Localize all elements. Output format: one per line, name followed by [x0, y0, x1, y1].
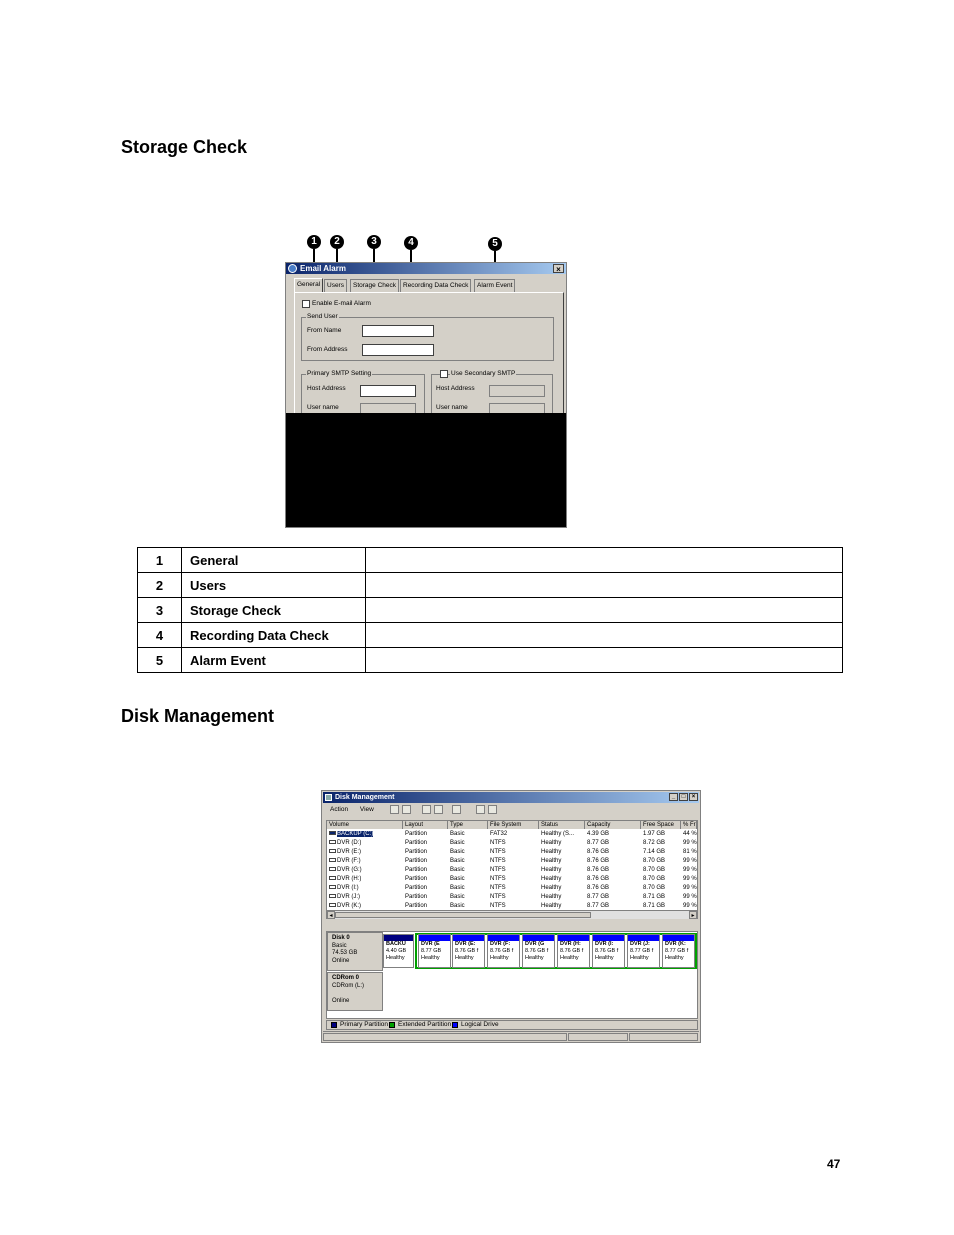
cdrom-0-label[interactable]: [327, 972, 383, 1011]
partition-name: DVR (E: [421, 941, 440, 947]
user-name-label: User name: [307, 404, 339, 411]
partition-status: Healthy: [595, 955, 614, 961]
cell-text: BACKUP (C:): [337, 831, 374, 837]
cell-text: Basic: [450, 894, 465, 900]
disk-management-titlebar: [323, 792, 699, 803]
partition-size: 8.76 GB f: [595, 948, 619, 954]
col-file-system[interactable]: File System: [488, 821, 539, 829]
cell-text: Partition: [405, 885, 428, 891]
partition-status: Healthy: [490, 955, 509, 961]
cell-text: 8.71 GB: [643, 903, 666, 909]
menu-view[interactable]: View: [359, 806, 374, 813]
cell-text: Basic: [450, 867, 465, 873]
host-address-label: Host Address: [307, 385, 346, 392]
partition-size: 8.76 GB f: [525, 948, 549, 954]
cell-text: DVR (F:): [337, 858, 361, 864]
from-address-input[interactable]: [362, 344, 434, 356]
cell-text: 1.97 GB: [643, 831, 666, 837]
partition-size: 8.77 GB f: [630, 948, 654, 954]
partition-status: Healthy: [421, 955, 440, 961]
cell-text: 8.76 GB: [587, 858, 610, 864]
cell-text: 99 %: [683, 894, 697, 900]
cell-text: Healthy: [541, 876, 562, 882]
partition-name: DVR (K:: [665, 941, 686, 947]
cell-text: 99 %: [683, 903, 697, 909]
cdrom-0-name: CDRom 0: [332, 975, 360, 981]
partition-status: Healthy: [386, 955, 405, 961]
row-number: 5: [138, 648, 182, 673]
partition-block[interactable]: [522, 934, 555, 968]
drive-icon: [329, 876, 336, 880]
row-number: 2: [138, 573, 182, 598]
partition-name: DVR (J:: [630, 941, 650, 947]
table-row: [138, 548, 843, 573]
email-alarm-title: Email Alarm: [300, 264, 346, 273]
table-row: [138, 598, 843, 623]
partition-size: 8.76 GB f: [560, 948, 584, 954]
cell-text: Basic: [450, 885, 465, 891]
help-icon[interactable]: [452, 805, 461, 814]
close-icon[interactable]: ×: [689, 793, 698, 801]
drive-icon: [329, 903, 336, 907]
partition-status: Healthy: [525, 955, 544, 961]
send-user-group-label: Send User: [307, 313, 338, 320]
partition-block[interactable]: [557, 934, 590, 968]
minimize-icon[interactable]: _: [669, 793, 678, 801]
cell-text: DVR (K:): [337, 903, 361, 909]
disk-management-screenshot: [321, 790, 701, 1043]
scroll-left-icon[interactable]: ◂: [327, 911, 335, 919]
table-row: [138, 648, 843, 673]
cell-text: FAT32: [490, 831, 508, 837]
cell-text: Partition: [405, 903, 428, 909]
marker-3-label: 3: [367, 235, 381, 249]
col-type[interactable]: Type: [448, 821, 488, 829]
cell-text: NTFS: [490, 867, 506, 873]
cell-text: Healthy: [541, 903, 562, 909]
from-address-label: From Address: [307, 346, 348, 353]
cell-text: 8.77 GB: [587, 840, 610, 846]
cell-text: DVR (J:): [337, 894, 360, 900]
cell-text: Healthy: [541, 885, 562, 891]
row-name: General: [182, 548, 366, 573]
disk-0-state: Online: [332, 957, 350, 964]
cell-text: NTFS: [490, 903, 506, 909]
legend-extended-swatch: [389, 1022, 395, 1028]
email-alarm-screenshot: [285, 262, 567, 528]
partition-size: 4.40 GB: [386, 948, 407, 954]
legend-primary-label: Primary Partition: [340, 1021, 389, 1028]
row-description: [366, 623, 843, 648]
cell-text: Healthy: [541, 840, 562, 846]
status-segment: [323, 1033, 567, 1041]
cell-text: DVR (D:): [337, 840, 362, 846]
cell-text: DVR (H:): [337, 876, 362, 882]
cell-text: Basic: [450, 831, 465, 837]
col-capacity[interactable]: Capacity: [585, 821, 641, 829]
col-status[interactable]: Status: [539, 821, 585, 829]
drive-icon: [329, 894, 336, 898]
cell-text: Healthy: [541, 867, 562, 873]
partition-size: 8.76 GB f: [490, 948, 514, 954]
table-row: [138, 623, 843, 648]
volume-list: [326, 820, 698, 919]
partition-size: 8.77 GB: [421, 948, 442, 954]
legend-extended-label: Extended Partition: [398, 1021, 452, 1028]
cell-text: Healthy (S...: [541, 831, 575, 837]
from-name-input[interactable]: [362, 325, 434, 337]
disk-0-size: 74.53 GB: [332, 950, 358, 956]
disk-management-window-title: Disk Management: [335, 794, 395, 801]
cell-text: 99 %: [683, 867, 697, 873]
partition-status: Healthy: [455, 955, 474, 961]
partition-block[interactable]: [662, 934, 695, 968]
drive-icon: [329, 867, 336, 871]
status-bar: [323, 1031, 699, 1042]
cell-text: Partition: [405, 876, 428, 882]
cell-text: DVR (G:): [337, 867, 362, 873]
drive-icon: [329, 885, 336, 889]
cell-text: 8.76 GB: [587, 885, 610, 891]
page-number: 47: [827, 1157, 841, 1171]
enable-email-alarm-label: Enable E-mail Alarm: [312, 300, 371, 307]
cell-text: 8.71 GB: [643, 894, 666, 900]
drive-icon: [329, 831, 336, 835]
menu-bar: [330, 806, 384, 813]
refresh-icon[interactable]: [476, 805, 485, 814]
from-name-label: From Name: [307, 327, 342, 334]
row-name: Users: [182, 573, 366, 598]
table-row: [138, 573, 843, 598]
cell-text: NTFS: [490, 894, 506, 900]
tab-alarm-event[interactable]: Alarm Event: [474, 279, 515, 292]
scroll-right-icon[interactable]: ▸: [689, 911, 697, 919]
partition-name: DVR (E:: [455, 941, 476, 947]
partition-block[interactable]: [452, 934, 485, 968]
partition-name: DVR (G: [525, 941, 545, 947]
email-alarm-titlebar: [286, 263, 566, 274]
legend-logical-label: Logical Drive: [461, 1021, 499, 1028]
maximize-icon[interactable]: □: [679, 793, 688, 801]
cell-text: NTFS: [490, 885, 506, 891]
forward-icon[interactable]: [402, 805, 411, 814]
secondary-host-address-input[interactable]: [489, 385, 545, 397]
tab-general[interactable]: General: [294, 278, 323, 292]
partition-block[interactable]: [418, 934, 451, 968]
disk-0-name: Disk 0: [332, 935, 350, 941]
cell-text: Basic: [450, 840, 465, 846]
cell-text: 99 %: [683, 840, 697, 846]
drive-icon: [329, 849, 336, 853]
cell-text: Partition: [405, 849, 428, 855]
partition-name: DVR (H:: [560, 941, 581, 947]
cell-text: NTFS: [490, 849, 506, 855]
marker-2-label: 2: [330, 235, 344, 249]
disk-0-label[interactable]: [327, 932, 383, 971]
cell-text: 8.70 GB: [643, 876, 666, 882]
legend-primary-swatch: [331, 1022, 337, 1028]
cell-text: Partition: [405, 894, 428, 900]
row-description: [366, 573, 843, 598]
row-name: Alarm Event: [182, 648, 366, 673]
tab-description-table: [137, 547, 843, 673]
cell-text: 99 %: [683, 858, 697, 864]
partition-status: Healthy: [665, 955, 684, 961]
cell-text: 99 %: [683, 885, 697, 891]
app-icon: [288, 264, 297, 273]
settings-icon[interactable]: [488, 805, 497, 814]
cell-text: Partition: [405, 858, 428, 864]
cell-text: 4.39 GB: [587, 831, 610, 837]
host-address-input[interactable]: [360, 385, 416, 397]
storage-check-heading: Storage Check: [121, 137, 248, 157]
row-description: [366, 548, 843, 573]
cell-text: 8.76 GB: [587, 849, 610, 855]
legend-logical-swatch: [452, 1022, 458, 1028]
cdrom-0-drive: CDRom (L:): [332, 982, 365, 989]
cell-text: NTFS: [490, 840, 506, 846]
screenshot-black-area: [286, 413, 567, 528]
cell-text: NTFS: [490, 876, 506, 882]
row-name: Recording Data Check: [182, 623, 366, 648]
partition-legend: [326, 1020, 698, 1030]
back-icon[interactable]: [390, 805, 399, 814]
cell-text: 8.76 GB: [587, 867, 610, 873]
cell-text: 8.70 GB: [643, 867, 666, 873]
cell-text: Partition: [405, 831, 428, 837]
col-layout[interactable]: Layout: [403, 821, 448, 829]
partition-size: 8.77 GB f: [665, 948, 689, 954]
partition-name: DVR (I:: [595, 941, 614, 947]
partition-status: Healthy: [630, 955, 649, 961]
use-secondary-smtp-label: Use Secondary SMTP: [451, 370, 516, 377]
cell-text: Healthy: [541, 858, 562, 864]
cell-text: 99 %: [683, 876, 697, 882]
cell-text: Partition: [405, 840, 428, 846]
marker-1-label: 1: [307, 235, 321, 249]
cell-text: 81 %: [683, 849, 697, 855]
row-name: Storage Check: [182, 598, 366, 623]
cell-text: Healthy: [541, 894, 562, 900]
cell-text: Healthy: [541, 849, 562, 855]
menu-action[interactable]: Action: [330, 806, 349, 813]
cell-text: 8.72 GB: [643, 840, 666, 846]
volume-list-header: [327, 821, 697, 829]
tab-recording-data-check[interactable]: Recording Data Check: [400, 279, 471, 292]
cell-text: 8.77 GB: [587, 894, 610, 900]
cell-text: 8.77 GB: [587, 903, 610, 909]
cell-text: 8.76 GB: [587, 876, 610, 882]
secondary-host-address-label: Host Address: [436, 385, 475, 392]
scroll-thumb[interactable]: [335, 912, 591, 918]
cell-text: 8.70 GB: [643, 885, 666, 891]
drive-icon: [329, 840, 336, 844]
status-segment: [568, 1033, 628, 1041]
row-number: 3: [138, 598, 182, 623]
col-volume[interactable]: Volume: [327, 821, 403, 829]
cell-text: NTFS: [490, 858, 506, 864]
tab-storage-check[interactable]: Storage Check: [350, 279, 399, 292]
partition-block[interactable]: [627, 934, 660, 968]
status-segment: [629, 1033, 698, 1041]
row-description: [366, 648, 843, 673]
partition-block[interactable]: [592, 934, 625, 968]
cell-text: Basic: [450, 849, 465, 855]
partition-block[interactable]: [487, 934, 520, 968]
disk-0-type: Basic: [332, 942, 347, 949]
marker-4-label: 4: [404, 236, 418, 250]
partition-name: BACKU: [386, 941, 406, 947]
partition-size: 8.76 GB f: [455, 948, 479, 954]
horizontal-scrollbar[interactable]: [327, 910, 697, 919]
close-icon[interactable]: ×: [553, 264, 564, 273]
drive-icon: [329, 858, 336, 862]
cell-text: DVR (E:): [337, 849, 361, 855]
row-number: 4: [138, 623, 182, 648]
col-percent-free[interactable]: % Fr: [683, 822, 696, 828]
disk-management-heading: Disk Management: [121, 706, 275, 726]
cell-text: Basic: [450, 903, 465, 909]
cell-text: DVR (I:): [337, 885, 359, 891]
cdrom-0-state: Online: [332, 997, 350, 1004]
partition-block[interactable]: [383, 934, 414, 968]
cell-text: 44 %: [683, 831, 697, 837]
col-free-space[interactable]: Free Space: [641, 821, 681, 829]
cell-text: 8.70 GB: [643, 858, 666, 864]
cell-text: 7.14 GB: [643, 849, 666, 855]
cell-text: Basic: [450, 858, 465, 864]
cell-text: Partition: [405, 867, 428, 873]
primary-smtp-group-label: Primary SMTP Setting: [307, 370, 372, 377]
enable-email-alarm-checkbox[interactable]: [302, 300, 310, 308]
partition-name: DVR (F:: [490, 941, 511, 947]
marker-5-label: 5: [488, 237, 502, 251]
row-number: 1: [138, 548, 182, 573]
row-description: [366, 598, 843, 623]
partition-status: Healthy: [560, 955, 579, 961]
secondary-user-name-label: User name: [436, 404, 468, 411]
disk-management-icon: [325, 794, 332, 801]
up-icon[interactable]: [422, 805, 431, 814]
use-secondary-smtp-checkbox[interactable]: [440, 370, 448, 378]
cell-text: Basic: [450, 876, 465, 882]
properties-icon[interactable]: [434, 805, 443, 814]
tab-users[interactable]: Users: [324, 279, 347, 292]
